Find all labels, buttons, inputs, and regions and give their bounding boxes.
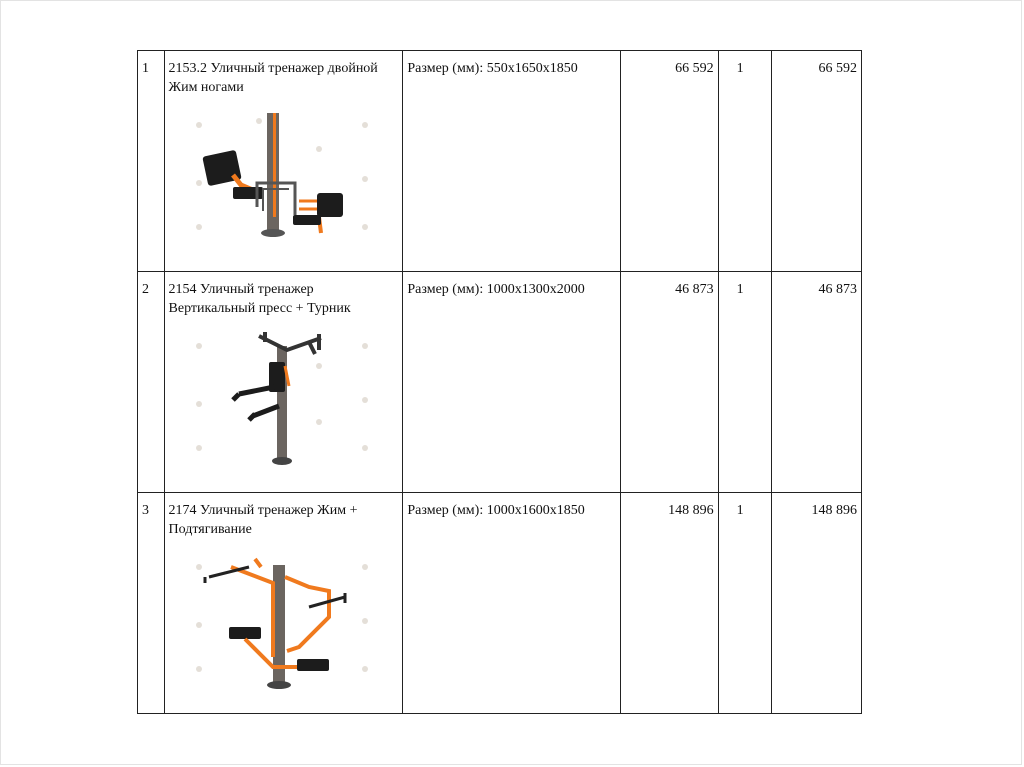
size-cell: Размер (мм): 550х1650х1850	[403, 51, 621, 272]
total-price: 66 592	[771, 51, 861, 272]
total-price: 46 873	[771, 272, 861, 493]
size-cell: Размер (мм): 1000х1300х2000	[403, 272, 621, 493]
table-row	[138, 493, 862, 714]
size-cell: Размер (мм): 1000х1600х1850	[403, 493, 621, 714]
press-pulldown-equipment-icon	[169, 547, 389, 697]
vertical-press-pullup-bar-equipment-icon	[169, 326, 389, 476]
quantity-cell	[718, 493, 771, 714]
product-name: 2154 Уличный тренажер Вертикальный пресс + Турник	[168, 282, 351, 316]
quantity: 1	[736, 503, 744, 518]
product-name: 2174 Уличный тренажер Жим + Подтягивание	[168, 503, 358, 537]
product-cell	[164, 272, 403, 493]
unit-price: 148 896	[620, 493, 718, 714]
table-row	[138, 272, 862, 493]
row-number: 3	[138, 493, 165, 714]
product-cell	[164, 51, 403, 272]
unit-price: 66 592	[620, 51, 718, 272]
table-row	[138, 51, 862, 272]
leg-press-double-equipment-icon	[169, 105, 389, 255]
row-number: 1	[138, 51, 165, 272]
quantity-cell	[718, 272, 771, 493]
product-cell	[164, 493, 403, 714]
equipment-table	[137, 50, 862, 714]
total-price: 148 896	[771, 493, 861, 714]
product-name: 2153.2 Уличный тренажер двойной Жим ногами	[168, 61, 378, 95]
quantity: 1	[736, 282, 744, 297]
quantity-cell	[718, 51, 771, 272]
row-number: 2	[138, 272, 165, 493]
quantity: 1	[736, 61, 744, 76]
unit-price: 46 873	[620, 272, 718, 493]
